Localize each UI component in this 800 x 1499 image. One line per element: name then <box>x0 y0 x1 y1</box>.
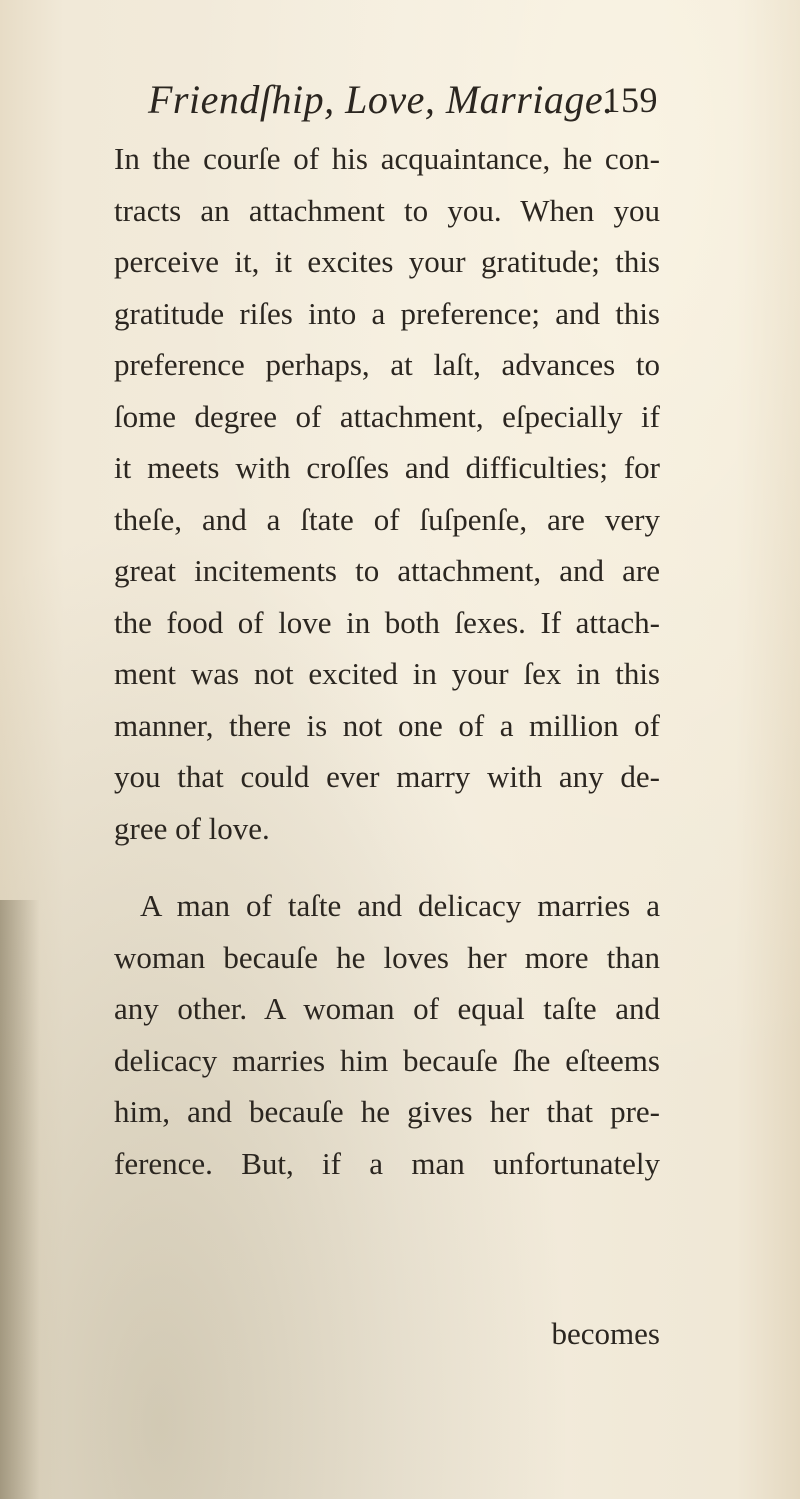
running-title: Friendſhip, Love, Marriage. <box>148 77 614 122</box>
text-line: A man of taſte and delicacy marries a <box>140 888 660 923</box>
text-line: him, and becauſe he gives her that pre- <box>114 1094 660 1129</box>
text-line: ment was not excited in your ſex in this <box>114 656 660 691</box>
text-line: preference perhaps, at laſt, advances to <box>114 347 660 382</box>
paragraph-2 <box>114 880 660 1189</box>
text-line: ſome degree of attachment, eſpecially if <box>114 398 660 434</box>
text-line: delicacy marries him becauſe ſhe eſteems <box>114 1042 660 1078</box>
text-line: perceive it, it excites your gratitude; this <box>114 244 660 279</box>
text-line: theſe, and a ſtate of ſuſpenſe, are very <box>114 501 660 537</box>
text-line: great incitements to attachment, and are <box>114 553 660 588</box>
catchword: becomes <box>551 1316 660 1351</box>
running-header <box>148 70 658 130</box>
text-line: gree of love. <box>114 810 270 846</box>
text-line: woman becauſe he loves her more than <box>114 939 660 975</box>
paragraph-1 <box>114 133 660 854</box>
text-line: any other. A woman of equal taſte and <box>114 991 660 1026</box>
text-line: it meets with croſſes and difficulties; for <box>114 450 660 485</box>
page-number: 159 <box>602 80 658 120</box>
text-line: tracts an attachment to you. When you <box>114 192 660 228</box>
page-edge-shadow <box>0 900 40 1499</box>
text-line: the food of love in both ſexes. If attach- <box>114 604 660 640</box>
text-line: manner, there is not one of a million of <box>114 707 660 743</box>
text-line: you that could ever marry with any de- <box>114 759 660 794</box>
text-line: ference. But, if a man unfortunately <box>114 1145 660 1181</box>
text-line: In the courſe of his acquaintance, he con- <box>114 141 660 176</box>
text-line: gratitude riſes into a preference; and this <box>114 295 660 331</box>
